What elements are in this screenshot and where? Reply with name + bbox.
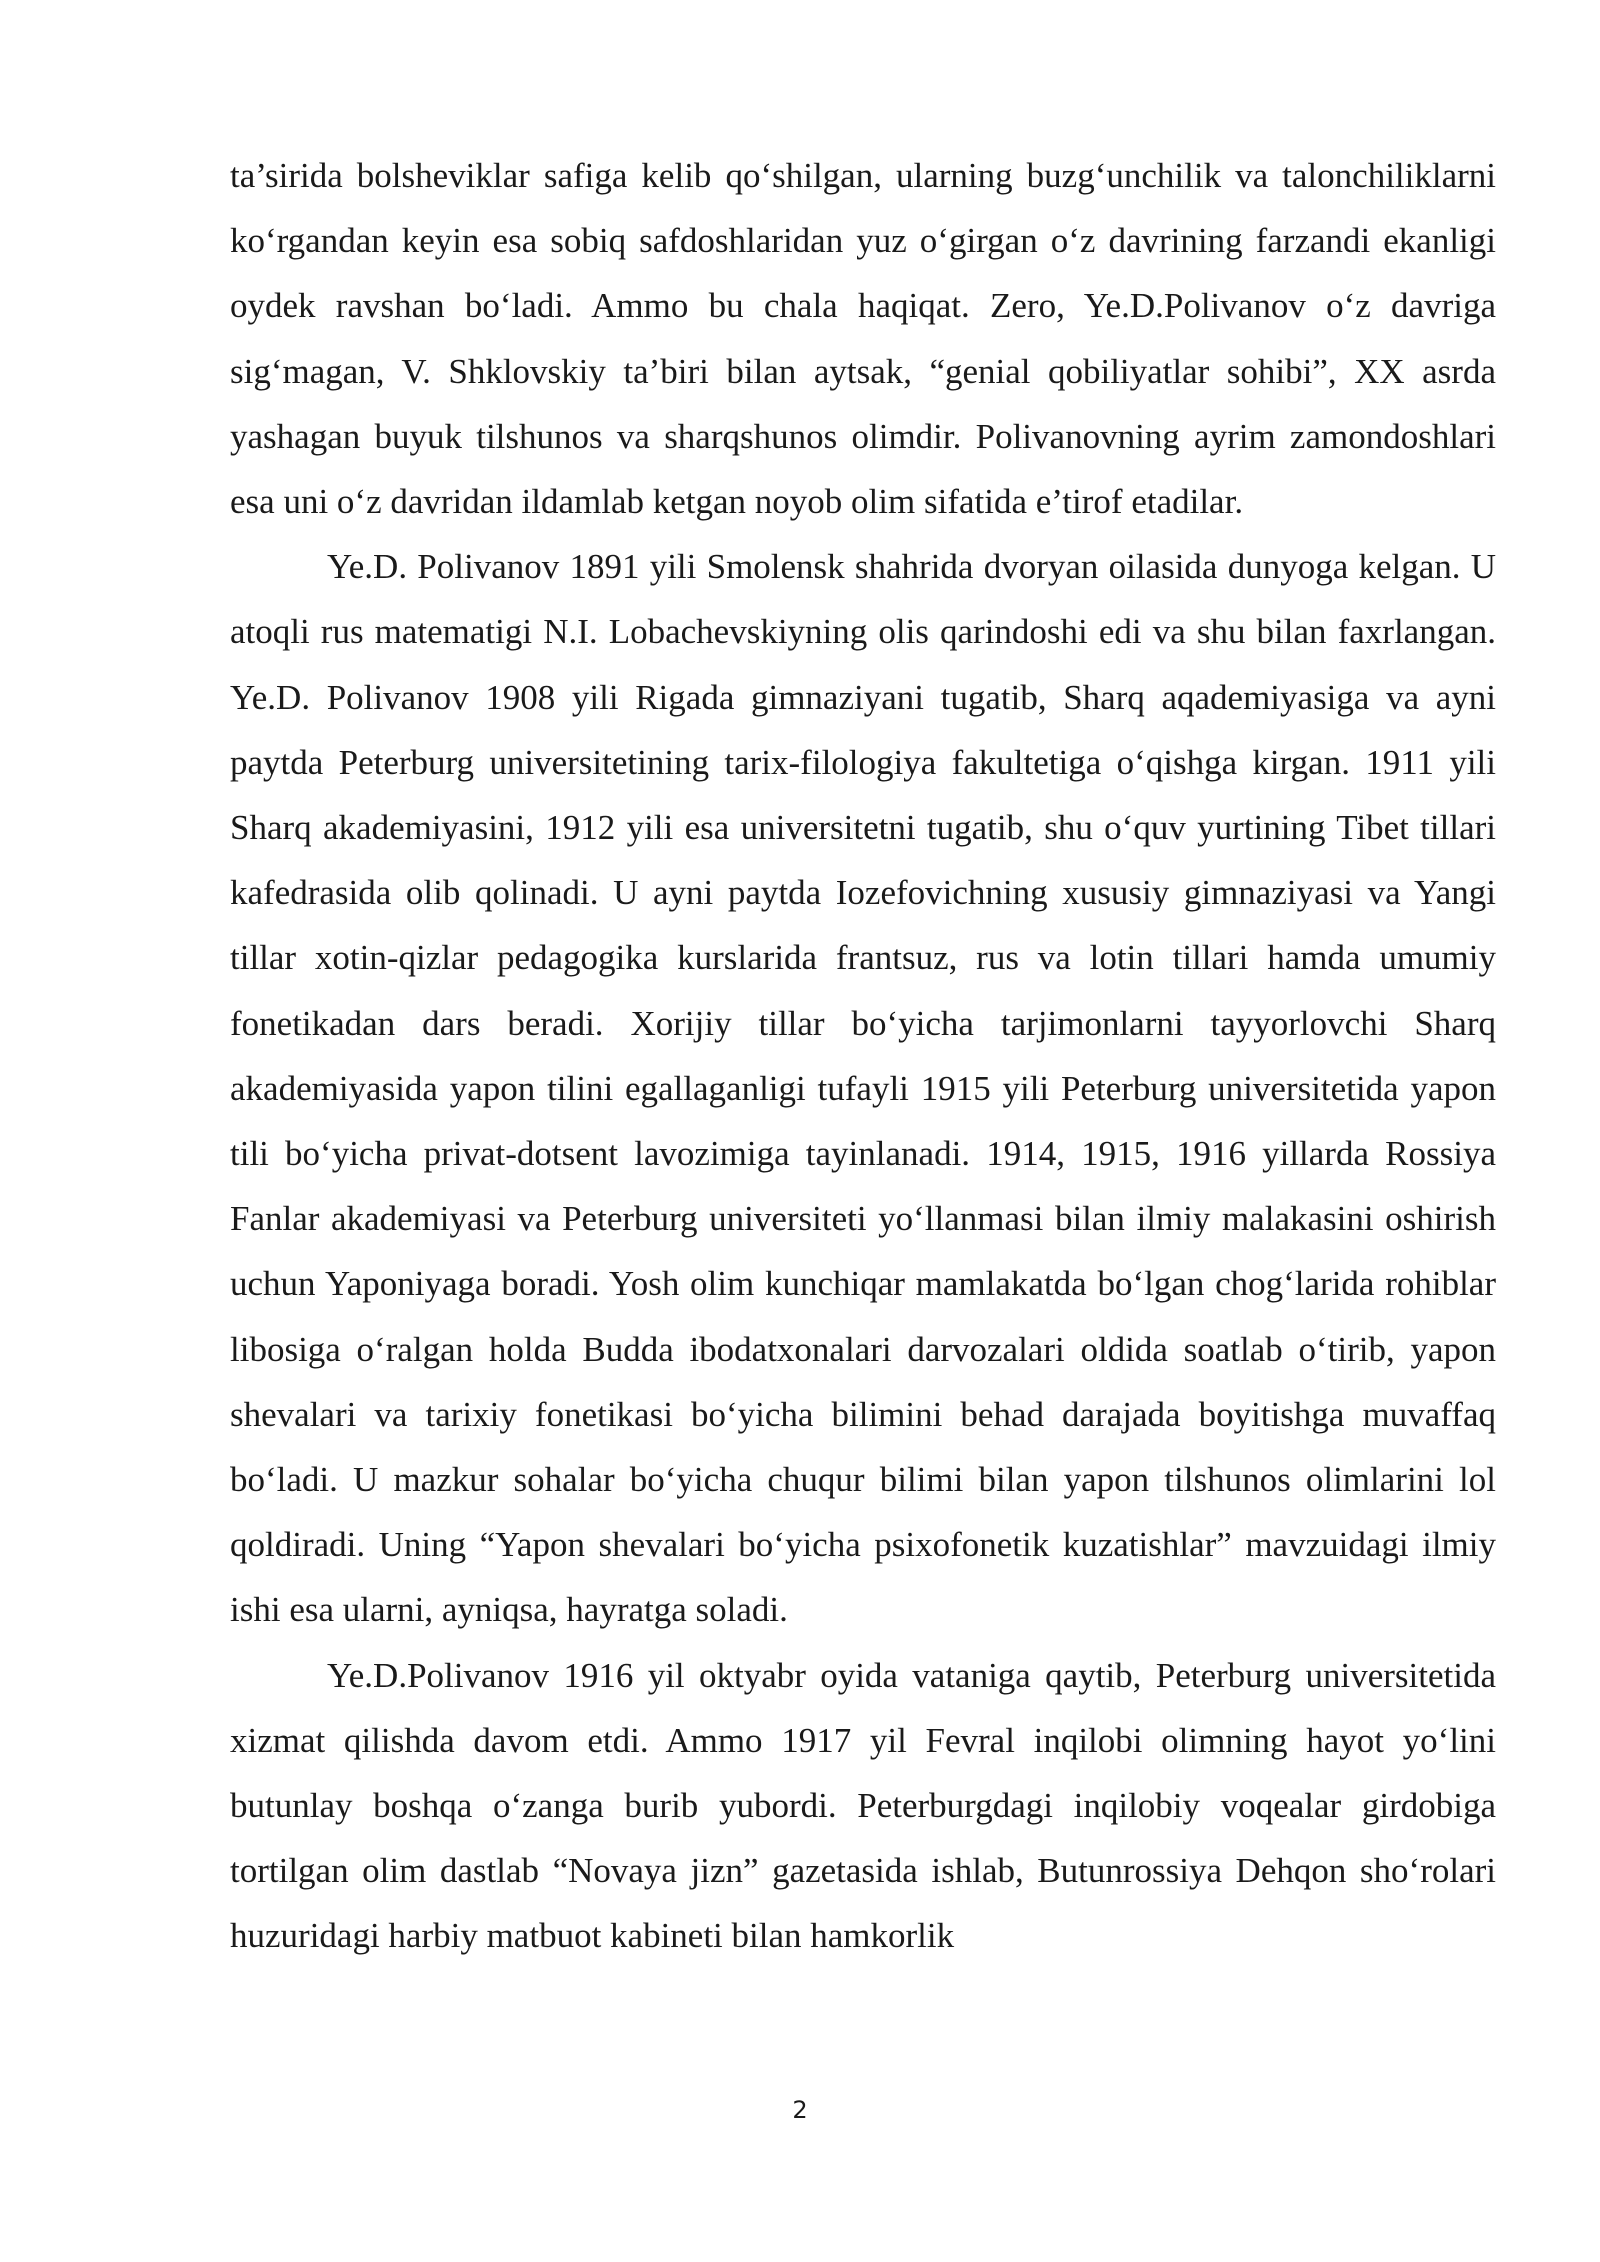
paragraph-2: Ye.D. Polivanov 1891 yili Smolensk shahrida dvoryan oilasida dunyoga kelgan. U atoqli rus matematigi N.I. Lobachevskiyning olis qarindoshi edi va shu bilan faxrlangan. Ye.D. Polivanov 1908 yili Rigada gimnaziyani tugatib, Sharq aqademiyasiga va ayni paytda Peterburg universitetining tarix-filologiya fakultetiga o‘qishga kirgan. 1911 yili Sharq akademiyasini, 1912 yili esa universitetni tugatib, shu o‘quv yurtining Tibet tillari kafedrasida olib qolinadi. U ayni paytda Iozefovichning xususiy gimnaziyasi va Yangi tillar xotin-qizlar pedagogika kurslarida frantsuz, rus va lotin tillari hamda umumiy fonetikadan dars beradi. Xorijiy tillar bo‘yicha tarjimonlarni tayyorlovchi Sharq akademiyasida yapon tilini egallaganligi tufayli 1915 yili Peterburg universitetida yapon tili bo‘yicha privat-dotsent lavozimiga tayinlanadi. 1914, 1915, 1916 yillarda Rossiya Fanlar akademiyasi va Peterburg universiteti yo‘llanmasi bilan ilmiy malakasini oshirish uchun Yaponiyaga boradi. Yosh olim kunchiqar mamlakatda bo‘lgan chog‘larida rohiblar libosiga o‘ralgan holda Budda ibodatxonalari darvozalari oldida soatlab o‘tirib, yapon shevalari va tarixiy fonetikasi bo‘yicha bilimini behad darajada boyitishga muvaffaq bo‘ladi. U mazkur sohalar bo‘yicha chuqur bilimi bilan yapon tilshunos olimlarini lol qoldiradi. Uning “Yapon shevalari bo‘yicha psixofonetik kuzatishlar” mavzuidagi ilmiy ishi esa ularni, ayniqsa, hayratga soladi. xyxy=(230,547,1496,1630)
page-number: 2 xyxy=(792,2096,808,2124)
paragraph-3: Ye.D.Polivanov 1916 yil oktyabr oyida vataniga qaytib, Peterburg universitetida xizmat qilishda davom etdi. Ammo 1917 yil Fevral inqilobi olimning hayot yo‘lini butunlay boshqa o‘zanga burib yubordi. Peterburgdagi inqilobiy voqealar girdobiga tortilgan olim dastlab “Novaya jizn” gazetasida ishlab, Butunrossiya Dehqon sho‘rolari huzuridagi harbiy matbuot kabineti bilan hamkorlik xyxy=(230,1655,1496,1956)
document-body xyxy=(230,143,1496,1969)
paragraph-1: ta’sirida bolsheviklar safiga kelib qo‘shilgan, ularning buzg‘unchilik va talonchiliklarni ko‘rgandan keyin esa sobiq safdoshlaridan yuz o‘girgan o‘z davrining farzandi ekanligi oydek ravshan bo‘ladi. Ammo bu chala haqiqat. Zero, Ye.D.Polivanov o‘z davriga sig‘magan, V. Shklovskiy ta’biri bilan aytsak, “genial qobiliyatlar sohibi”, XX asrda yashagan buyuk tilshunos va sharqshunos olimdir. Polivanovning ayrim zamondoshlari esa uni o‘z davridan ildamlab ketgan noyob olim sifatida e’tirof etadilar. xyxy=(230,156,1496,522)
